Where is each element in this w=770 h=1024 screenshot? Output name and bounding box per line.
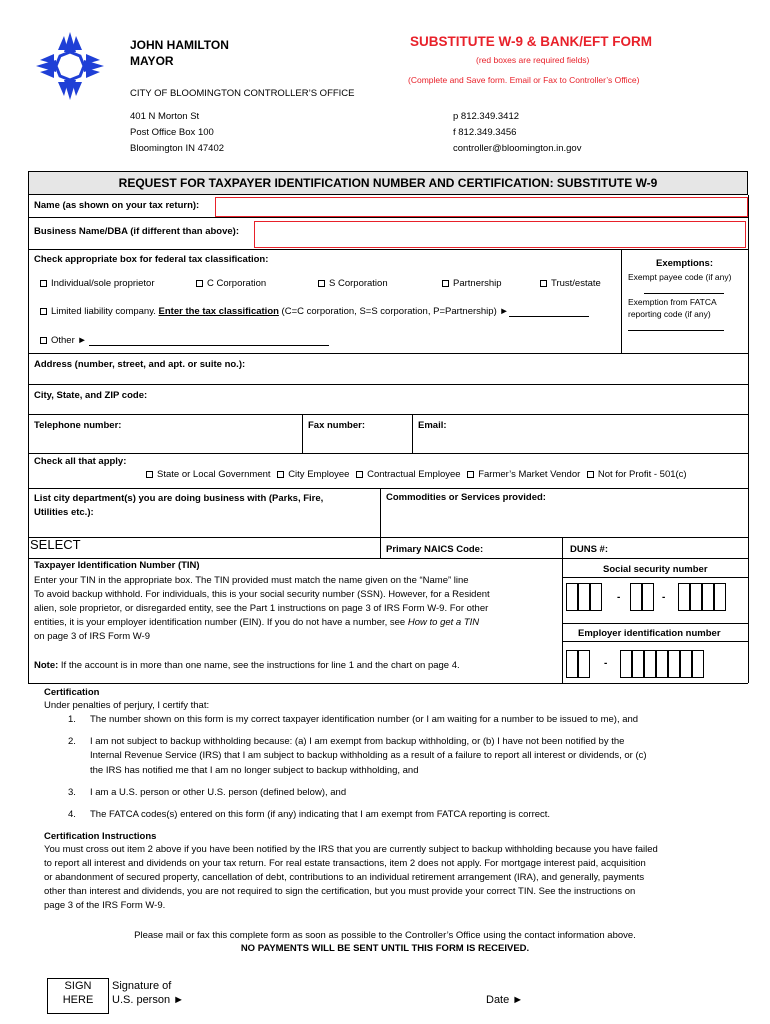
signature-label: U.S. person ► [112, 994, 185, 1006]
telephone-label: Telephone number: [34, 420, 122, 431]
apply-options [146, 469, 687, 480]
digit-box[interactable] [692, 650, 704, 678]
address-line: 401 N Morton St [130, 111, 200, 122]
date-input[interactable] [530, 1006, 730, 1014]
tax-classification-label: Check appropriate box for federal tax classification: [34, 254, 269, 265]
digit-box[interactable] [714, 583, 726, 611]
naics-label: Primary NAICS Code: [386, 544, 484, 555]
option-label: State or Local Government [157, 469, 271, 480]
business-name-label: Business Name/DBA (if different than above): [34, 226, 239, 237]
check-all-label: Check all that apply: [34, 456, 127, 467]
tin-text [34, 616, 479, 630]
checkbox-icon[interactable] [467, 471, 474, 478]
option-label: Trust/estate [551, 278, 601, 289]
required-note: (red boxes are required fields) [476, 55, 590, 65]
trust-option[interactable] [540, 278, 601, 289]
fatca-input[interactable] [628, 330, 724, 331]
digit-box[interactable] [578, 583, 590, 611]
note-text: If the account is in more than one name, see the instructions for line 1 and the chart on page 4. [58, 660, 460, 671]
fax-number: f 812.349.3456 [453, 127, 517, 138]
tin-text: To avoid backup withhold. For individuals, this is your social security number (SSN). However, for a Resident [34, 589, 490, 600]
digit-box[interactable] [620, 650, 632, 678]
other-classification-input[interactable] [89, 345, 329, 346]
city-logo [34, 30, 106, 102]
mayor-name: JOHN HAMILTON [130, 38, 229, 52]
contractual-option[interactable] [356, 469, 460, 480]
ssn-dash: - [662, 592, 666, 603]
tin-text-italic: How to get a TIN [407, 617, 480, 628]
checkbox-icon[interactable] [196, 280, 203, 287]
digit-box[interactable] [680, 650, 692, 678]
digit-box[interactable] [566, 583, 578, 611]
certification-item: I am not subject to backup withholding because: (a) I am exempt from backup withholding, or (b) I have not been notified by the [90, 736, 625, 747]
form-banner [28, 171, 748, 195]
option-label: Partnership [453, 278, 502, 289]
option-label: C Corporation [207, 278, 267, 289]
digit-box[interactable] [578, 650, 590, 678]
digit-box[interactable] [656, 650, 668, 678]
email-label: Email: [418, 420, 447, 431]
tin-note [34, 659, 460, 673]
fatca-label: Exemption from FATCA reporting code (if any) [628, 297, 717, 319]
checkbox-icon[interactable] [40, 308, 47, 315]
exemptions-title: Exemptions: [656, 258, 714, 269]
certification-item: the IRS has notified me that I am no longer subject to backup withholding, and [90, 765, 419, 776]
city-state-zip-label: City, State, and ZIP code: [34, 390, 148, 401]
nonprofit-option[interactable] [587, 469, 687, 480]
partnership-option[interactable] [442, 278, 502, 289]
ssn-label: Social security number [603, 564, 708, 575]
address-line: Bloomington IN 47402 [130, 143, 225, 154]
digit-box[interactable] [642, 583, 654, 611]
tin-text: on page 3 of IRS Form W-9 [34, 631, 150, 642]
departments-label: List city department(s) you are doing business with (Parks, Fire, Utilities etc.): [34, 493, 324, 518]
exempt-payee-label: Exempt payee code (if any) [628, 272, 732, 282]
checkbox-icon[interactable] [146, 471, 153, 478]
mayor-title: MAYOR [130, 54, 174, 68]
duns-label: DUNS #: [570, 544, 609, 555]
business-name-input[interactable] [254, 221, 746, 248]
city-employee-option[interactable] [277, 469, 349, 480]
digit-box[interactable] [630, 583, 642, 611]
office-name: CITY OF BLOOMINGTON CONTROLLER’S OFFICE [130, 88, 355, 99]
llc-classification-input[interactable] [509, 316, 589, 317]
c-corp-option[interactable] [196, 278, 266, 289]
name-label: Name (as shown on your tax return): [34, 200, 200, 211]
item-number: 4. [68, 809, 76, 820]
other-option[interactable] [40, 335, 329, 346]
signature-label: Signature of [112, 980, 172, 992]
exempt-payee-input[interactable] [644, 293, 724, 294]
tin-text: alien, sole proprietor, or disregarded entity, see the Part 1 instructions on page 3 of IRS Form W-9. For other [34, 603, 489, 614]
option-label: Farmer’s Market Vendor [478, 469, 581, 480]
digit-box[interactable] [690, 583, 702, 611]
office-email: controller@bloomington.in.gov [453, 143, 582, 154]
ein-dash: - [604, 658, 608, 669]
certification-title: Certification [44, 687, 100, 698]
checkbox-icon[interactable] [587, 471, 594, 478]
checkbox-icon[interactable] [318, 280, 325, 287]
mail-instructions: Please mail or fax this complete form as soon as possible to the Controller’s Office using the contact information above. [134, 930, 636, 941]
instructions-text: page 3 of the IRS Form W-9. [44, 900, 166, 911]
form-title: SUBSTITUTE W-9 & BANK/EFT FORM [410, 34, 652, 49]
llc-option[interactable] [40, 306, 589, 317]
option-label: Limited liability company. [51, 306, 159, 317]
digit-box[interactable] [566, 650, 578, 678]
option-label: Contractual Employee [367, 469, 461, 480]
address-line: Post Office Box 100 [130, 127, 214, 138]
fax-label: Fax number: [308, 420, 366, 431]
address-label: Address (number, street, and apt. or suite no.): [34, 359, 246, 370]
option-label: (C=C corporation, S=S corporation, P=Partnership) ► [278, 306, 509, 317]
no-payments-notice: NO PAYMENTS WILL BE SENT UNTIL THIS FORM IS RECEIVED. [240, 943, 530, 954]
checkbox-icon[interactable] [356, 471, 363, 478]
certification-item: The number shown on this form is my correct taxpayer identification number (or I am waiting for a number to be issued to me), and [90, 714, 639, 725]
tin-text-part: entities, it is your employer identification number (EIN). If you do not have a number, see [34, 617, 408, 628]
certification-item: The FATCA codes(s) entered on this form (if any) indicating that I am exempt from FATCA reporting is correct. [90, 809, 551, 820]
digit-box[interactable] [644, 650, 656, 678]
instructions-text: or abandonment of secured property, cancellation of debt, contributions to an individual retirement arrangement (IRA), and generally, payments [44, 872, 645, 883]
checkbox-icon[interactable] [40, 337, 47, 344]
option-label-emphasis: Enter the tax classification [158, 306, 279, 317]
digit-box[interactable] [678, 583, 690, 611]
instructions-text: other than interest and dividends, you are not required to sign the certification, but you must provide your correct TIN. See the instructions on [44, 886, 636, 897]
ein-label: Employer identification number [578, 628, 721, 639]
department-select[interactable]: SELECT [30, 537, 81, 552]
option-label: Other ► [51, 335, 87, 346]
item-number: 3. [68, 787, 76, 798]
item-number: 1. [68, 714, 76, 725]
tin-text: Enter your TIN in the appropriate box. The TIN provided must match the name given on the “Name” line [34, 575, 469, 586]
save-note: (Complete and Save form. Email or Fax to Controller’s Office) [408, 75, 640, 85]
s-corp-option[interactable] [318, 278, 388, 289]
checkbox-icon[interactable] [442, 280, 449, 287]
farmers-market-option[interactable] [467, 469, 580, 480]
certification-item: I am a U.S. person or other U.S. person (defined below), and [90, 787, 347, 798]
instructions-text: to report all interest and dividends on your tax return. For real estate transactions, item 2 does not apply. For mortgage interest paid, acquisition [44, 858, 646, 869]
state-gov-option[interactable] [146, 469, 271, 480]
here-label: HERE [62, 994, 94, 1006]
date-label: Date ► [486, 994, 524, 1006]
item-number: 2. [68, 736, 76, 747]
checkbox-icon[interactable] [40, 280, 47, 287]
instructions-title: Certification Instructions [44, 831, 157, 842]
checkbox-icon[interactable] [277, 471, 284, 478]
individual-option[interactable] [40, 278, 155, 289]
sign-label: SIGN [64, 980, 92, 992]
note-label: Note: [34, 660, 59, 671]
certification-intro: Under penalties of perjury, I certify that: [44, 700, 210, 711]
commodities-label: Commodities or Services provided: [386, 492, 546, 503]
phone-number: p 812.349.3412 [453, 111, 520, 122]
digit-box[interactable] [590, 583, 602, 611]
name-input[interactable] [215, 197, 748, 217]
instructions-text: You must cross out item 2 above if you have been notified by the IRS that you are currently subject to backup withholding because you have failed [44, 844, 658, 855]
ssn-dash: - [617, 592, 621, 603]
tin-title: Taxpayer Identification Number (TIN) [34, 560, 200, 571]
option-label: S Corporation [329, 278, 388, 289]
option-label: Not for Profit - 501(c) [597, 469, 687, 480]
signature-input[interactable] [200, 1006, 470, 1014]
checkbox-icon[interactable] [540, 280, 547, 287]
digit-box[interactable] [702, 583, 714, 611]
option-label: Individual/sole proprietor [51, 278, 155, 289]
digit-box[interactable] [632, 650, 644, 678]
certification-item: Internal Revenue Service (IRS) that I am subject to backup withholding as a result of a failure to report all interest or dividends, or (c) [90, 750, 647, 761]
digit-box[interactable] [668, 650, 680, 678]
banner-text: REQUEST FOR TAXPAYER IDENTIFICATION NUMBER AND CERTIFICATION: SUBSTITUTE W-9 [118, 176, 658, 190]
option-label: City Employee [288, 469, 350, 480]
